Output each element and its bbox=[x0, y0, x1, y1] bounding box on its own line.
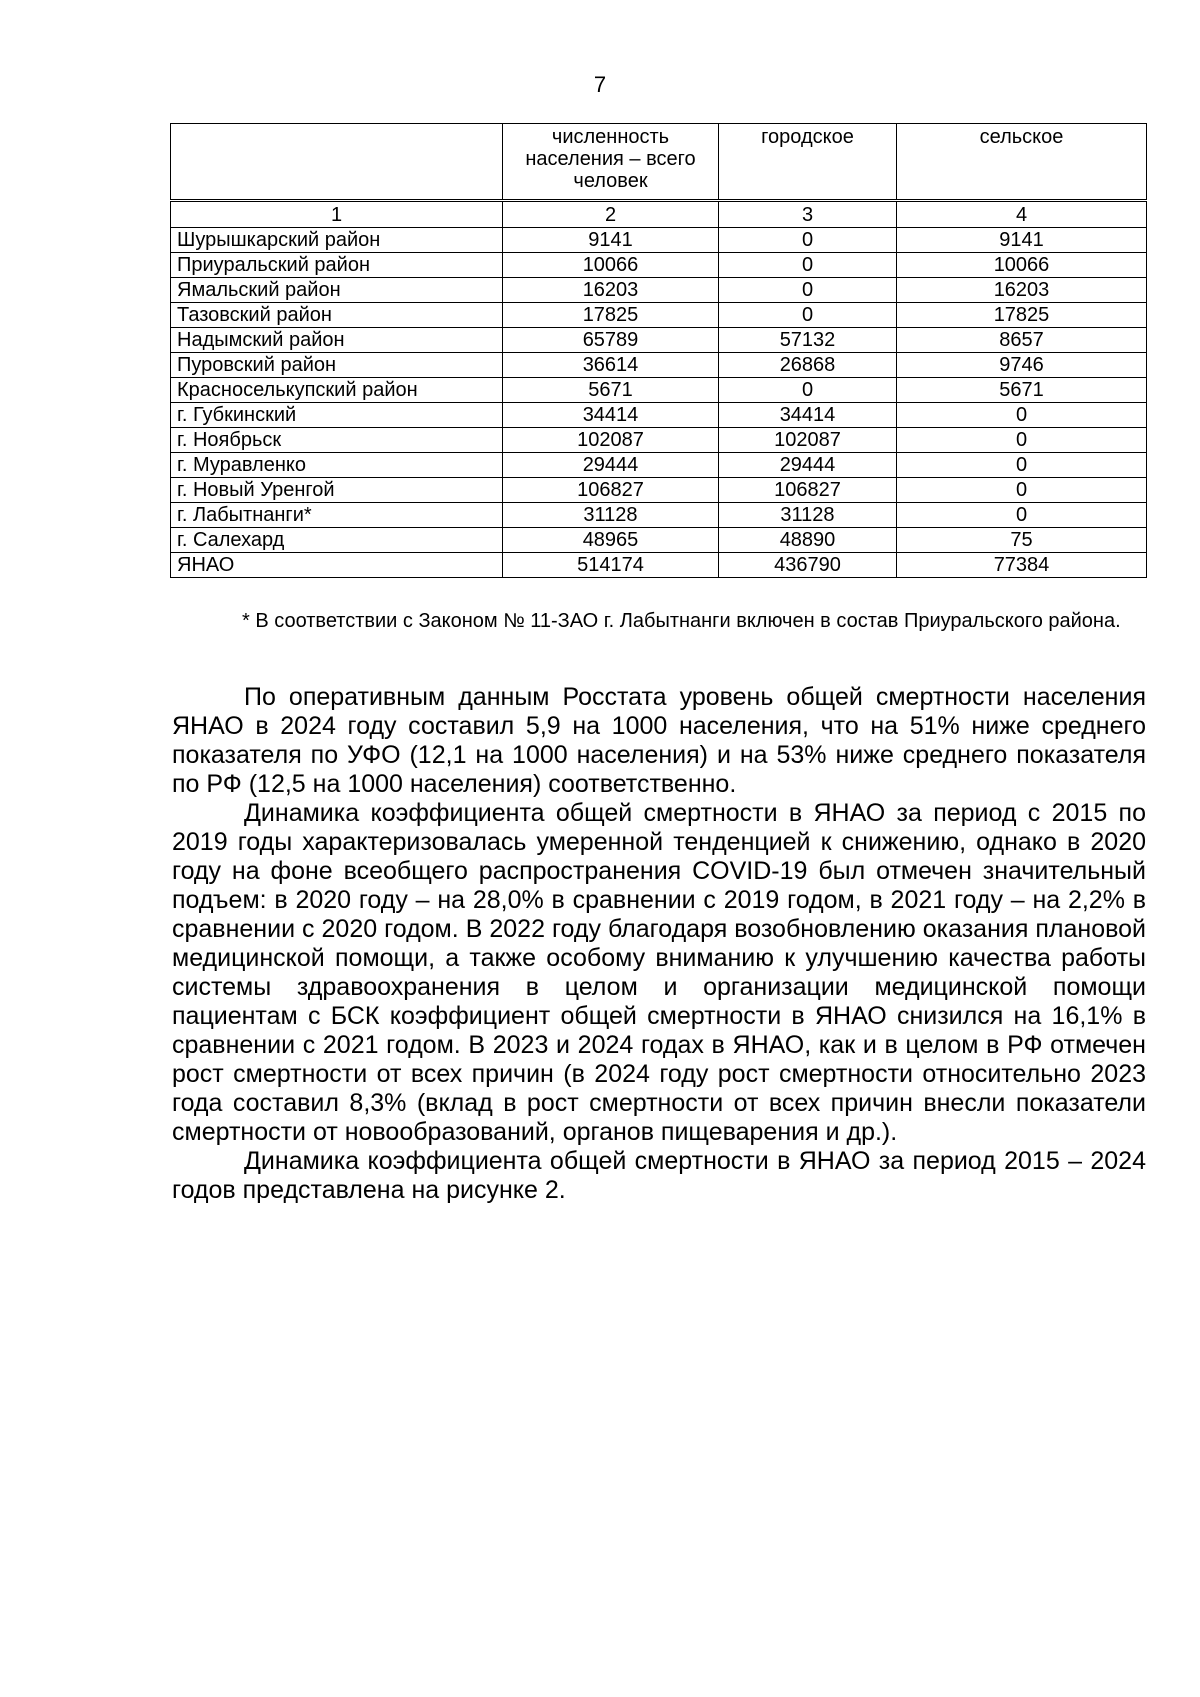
table-row bbox=[171, 453, 1147, 478]
cell-territory: Шурышкарский район bbox=[171, 228, 503, 253]
paragraph: По оперативным данным Росстата уровень общей смертности населения ЯНАО в 2024 году составил 5,9 на 1000 населения, что на 51% ниже среднего показателя по УФО (12,1 на 1000 населения) и на 53% ниже среднего показателя по РФ (12,5 на 1000 населения) соответственно. bbox=[172, 683, 1146, 798]
cell-territory: Пуровский район bbox=[171, 353, 503, 378]
cell-urban: 102087 bbox=[719, 428, 897, 453]
cell-urban: 0 bbox=[719, 228, 897, 253]
table-header-row bbox=[171, 124, 1147, 201]
cell-total: 16203 bbox=[503, 278, 719, 303]
cell-total: 36614 bbox=[503, 353, 719, 378]
cell-urban: 436790 bbox=[719, 553, 897, 578]
table-row bbox=[171, 403, 1147, 428]
cell-urban: 0 bbox=[719, 253, 897, 278]
table-row bbox=[171, 253, 1147, 278]
body-text bbox=[172, 683, 1146, 1205]
cell-territory: г. Губкинский bbox=[171, 403, 503, 428]
cell-rural: 9746 bbox=[897, 353, 1147, 378]
cell-rural: 16203 bbox=[897, 278, 1147, 303]
cell-total: 48965 bbox=[503, 528, 719, 553]
cell-territory: г. Муравленко bbox=[171, 453, 503, 478]
cell-urban: 34414 bbox=[719, 403, 897, 428]
table-row bbox=[171, 478, 1147, 503]
cell-rural: 77384 bbox=[897, 553, 1147, 578]
cell-urban: 31128 bbox=[719, 503, 897, 528]
cell-total: 106827 bbox=[503, 478, 719, 503]
cell-total: 10066 bbox=[503, 253, 719, 278]
cell-total: 34414 bbox=[503, 403, 719, 428]
cell-total: 17825 bbox=[503, 303, 719, 328]
cell-rural: 8657 bbox=[897, 328, 1147, 353]
cell-urban: 0 bbox=[719, 303, 897, 328]
cell-rural: 0 bbox=[897, 503, 1147, 528]
table-footnote: * В соответствии с Законом № 11-ЗАО г. Лабытнанги включен в состав Приуральского района. bbox=[242, 610, 1121, 632]
cell-urban: 0 bbox=[719, 278, 897, 303]
cell-rural: 0 bbox=[897, 428, 1147, 453]
cell-rural: 0 bbox=[897, 453, 1147, 478]
cell-total: 65789 bbox=[503, 328, 719, 353]
table-row bbox=[171, 328, 1147, 353]
cell-territory: Красноселькупский район bbox=[171, 378, 503, 403]
table-row bbox=[171, 278, 1147, 303]
table-row bbox=[171, 228, 1147, 253]
cell-rural: 0 bbox=[897, 478, 1147, 503]
table-row-total bbox=[171, 553, 1147, 578]
cell-rural: 10066 bbox=[897, 253, 1147, 278]
cell-rural: 17825 bbox=[897, 303, 1147, 328]
header-cell-total: численность населения – всего человек bbox=[503, 124, 719, 201]
cell-rural: 75 bbox=[897, 528, 1147, 553]
cell-territory: г. Новый Уренгой bbox=[171, 478, 503, 503]
paragraph: Динамика коэффициента общей смертности в ЯНАО за период 2015 – 2024 годов представлена на рисунке 2. bbox=[172, 1147, 1146, 1204]
cell-rural: 0 bbox=[897, 403, 1147, 428]
page-number: 7 bbox=[593, 72, 607, 97]
table-row bbox=[171, 353, 1147, 378]
header-cell-rural: сельское bbox=[897, 124, 1147, 201]
table-column-numbers-row bbox=[171, 201, 1147, 228]
table-row bbox=[171, 428, 1147, 453]
cell-territory: г. Лабытнанги* bbox=[171, 503, 503, 528]
cell-urban: 48890 bbox=[719, 528, 897, 553]
cell-urban: 29444 bbox=[719, 453, 897, 478]
cell-territory: г. Ноябрьск bbox=[171, 428, 503, 453]
cell-total: 29444 bbox=[503, 453, 719, 478]
table-row bbox=[171, 528, 1147, 553]
cell-territory: г. Салехард bbox=[171, 528, 503, 553]
cell-urban: 106827 bbox=[719, 478, 897, 503]
cell-territory: Ямальский район bbox=[171, 278, 503, 303]
paragraph: Динамика коэффициента общей смертности в ЯНАО за период с 2015 по 2019 годы характеризовалась умеренной тенденцией к снижению, однако в 2020 году на фоне всеобщего распространения COVID-19 был отмечен значительный подъем: в 2020 году – на 28,0% в сравнении с 2019 годом, в 2021 году – на 2,2% в сравнении с 2020 годом. В 2022 году благодаря возобновлению оказания плановой медицинской помощи, а также особому вниманию к улучшению качества работы системы здравоохранения в целом и организации медицинской помощи пациентам с БСК коэффициент общей смертности в ЯНАО снизился на 16,1% в сравнении с 2021 годом. В 2023 и 2024 годах в ЯНАО, как и в целом в РФ отмечен рост смертности от всех причин (в 2024 году рост смертности относительно 2023 года составил 8,3% (вклад в рост смертности от всех причин внесли показатели смертности от новообразований, органов пищеварения и др.). bbox=[172, 799, 1146, 1146]
cell-rural: 5671 bbox=[897, 378, 1147, 403]
column-number: 3 bbox=[719, 201, 897, 228]
header-cell-territory bbox=[171, 124, 503, 201]
table-row bbox=[171, 303, 1147, 328]
table-row bbox=[171, 378, 1147, 403]
cell-total: 514174 bbox=[503, 553, 719, 578]
cell-territory: Тазовский район bbox=[171, 303, 503, 328]
cell-total: 31128 bbox=[503, 503, 719, 528]
column-number: 4 bbox=[897, 201, 1147, 228]
population-table bbox=[170, 123, 1147, 578]
cell-rural: 9141 bbox=[897, 228, 1147, 253]
cell-urban: 26868 bbox=[719, 353, 897, 378]
column-number: 1 bbox=[171, 201, 503, 228]
cell-total: 9141 bbox=[503, 228, 719, 253]
column-number: 2 bbox=[503, 201, 719, 228]
cell-urban: 0 bbox=[719, 378, 897, 403]
cell-total: 102087 bbox=[503, 428, 719, 453]
cell-total: 5671 bbox=[503, 378, 719, 403]
cell-urban: 57132 bbox=[719, 328, 897, 353]
cell-territory: Надымский район bbox=[171, 328, 503, 353]
table-row bbox=[171, 503, 1147, 528]
header-cell-urban: городское bbox=[719, 124, 897, 201]
cell-territory: Приуральский район bbox=[171, 253, 503, 278]
cell-territory: ЯНАО bbox=[171, 553, 503, 578]
